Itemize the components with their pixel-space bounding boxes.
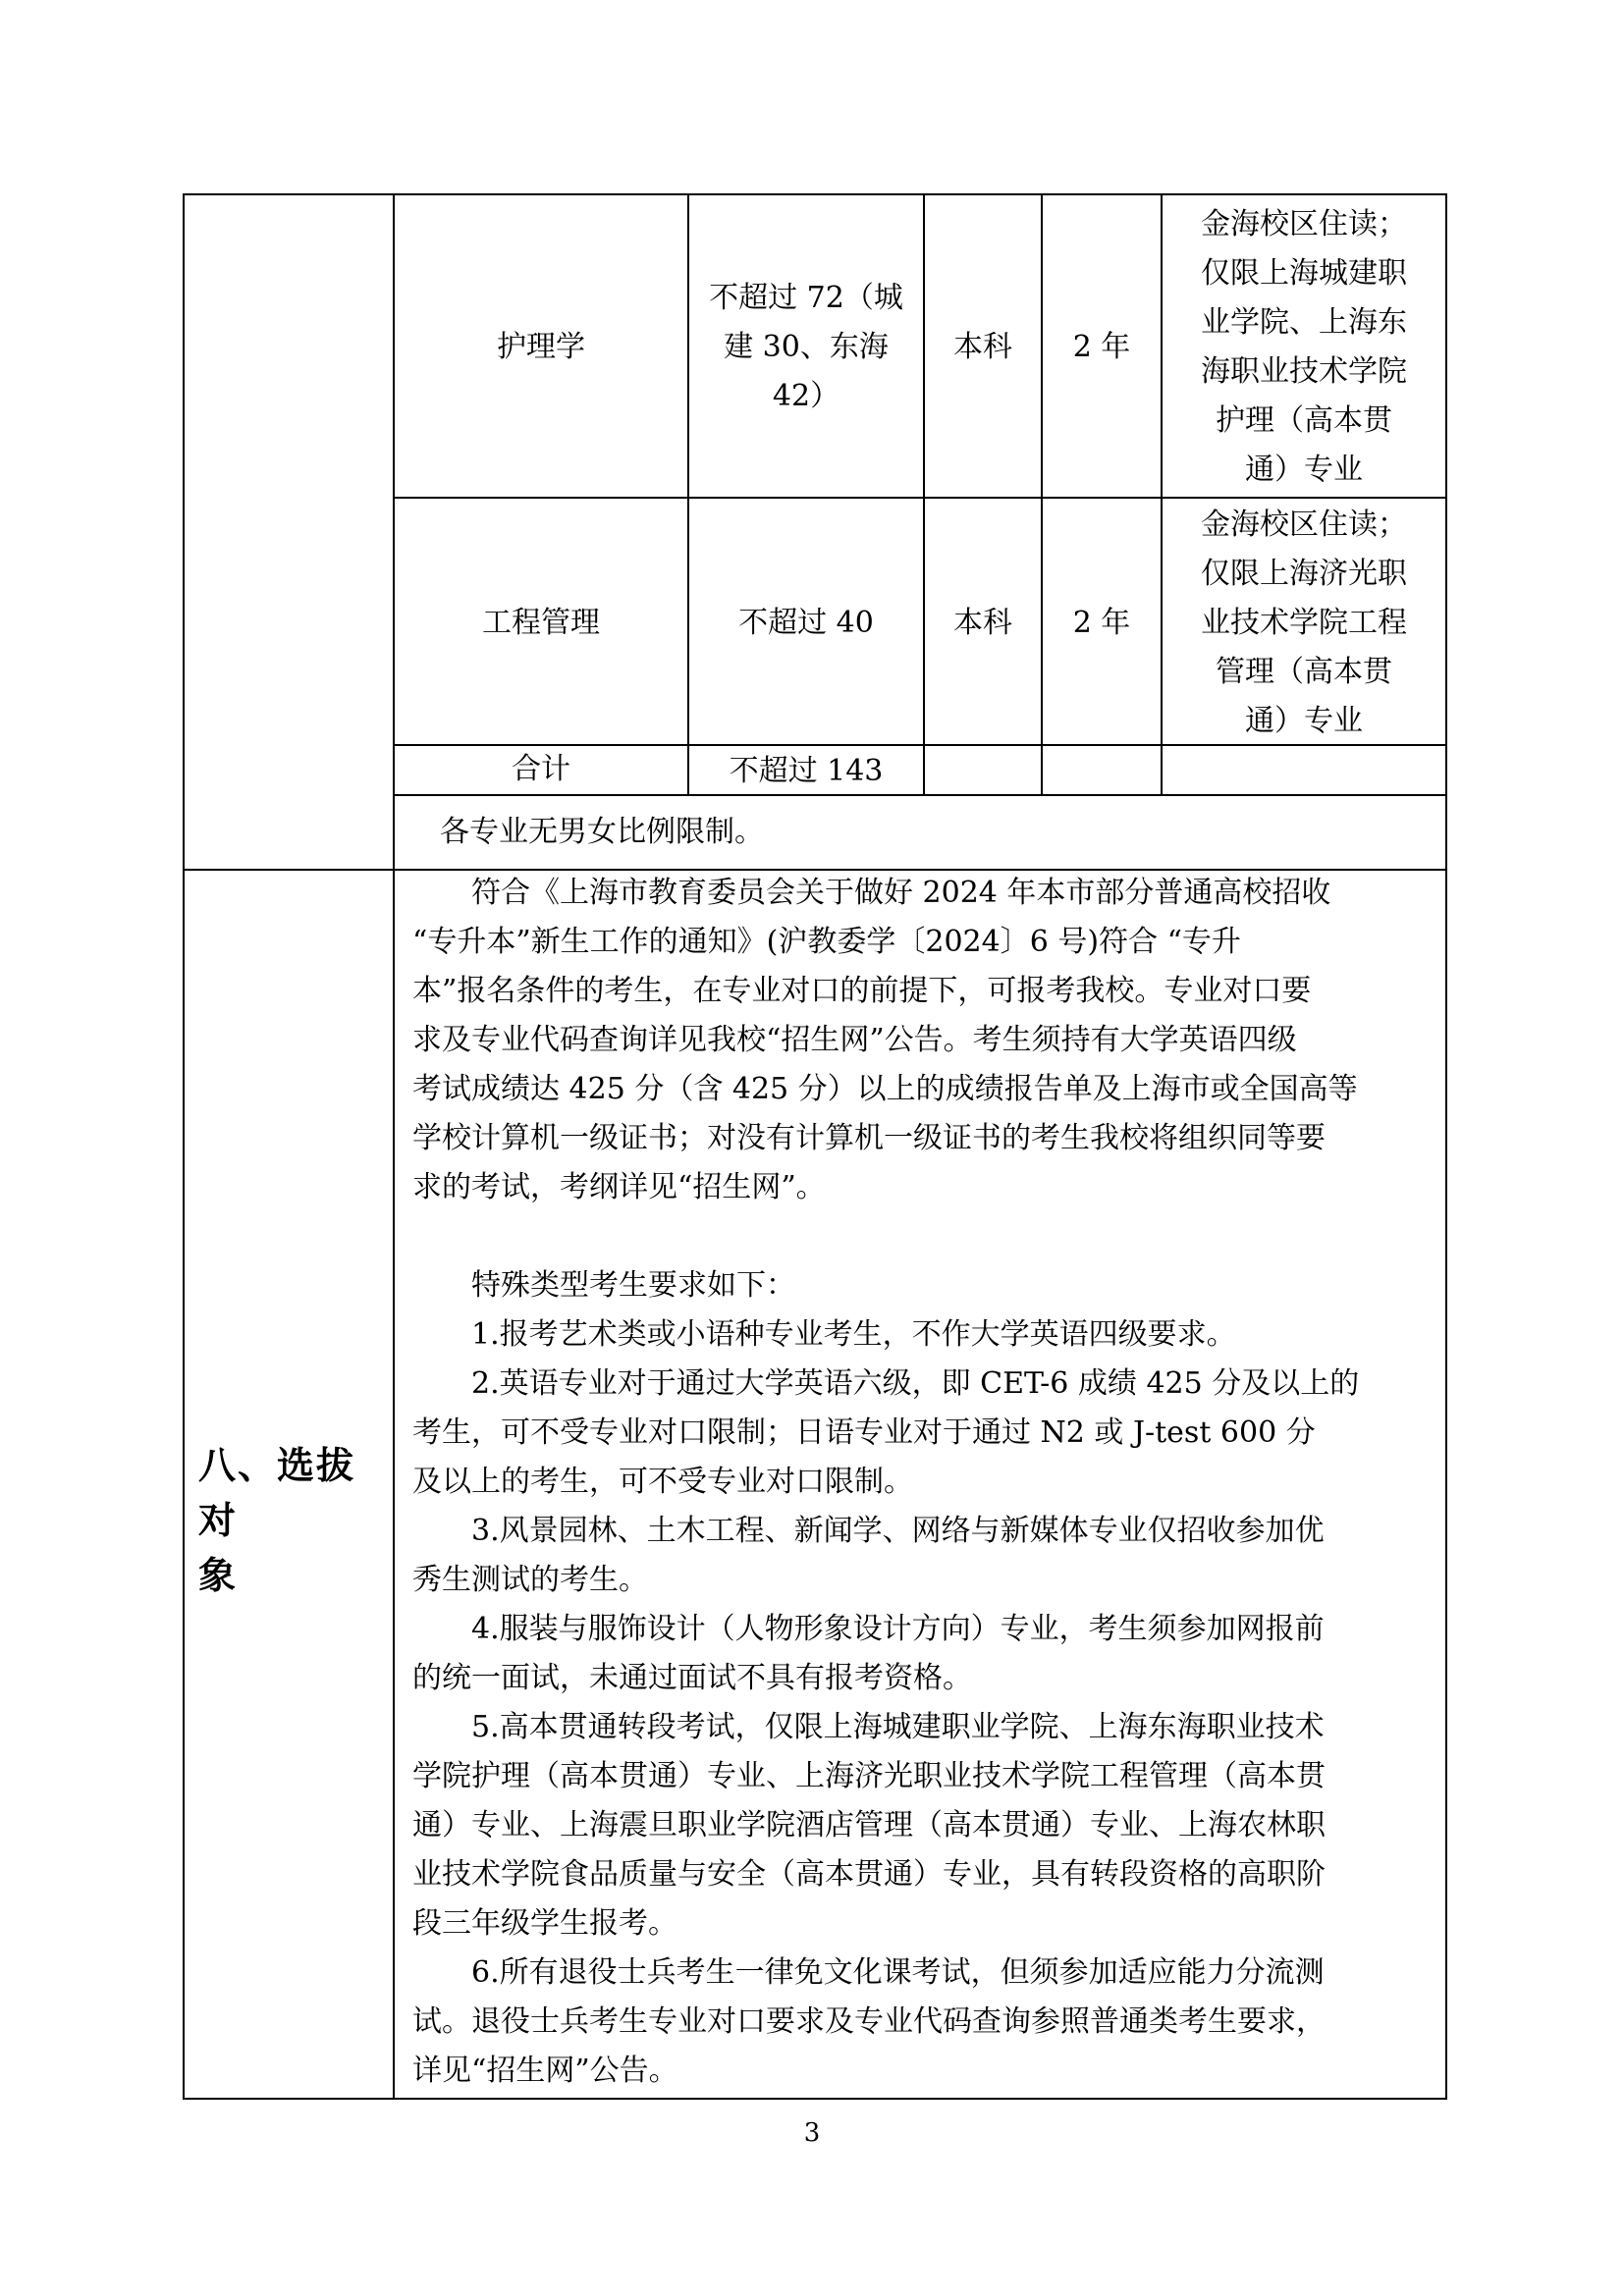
paragraph: 5.高本贯通转段考试，仅限上海城建职业学院、上海东海职业技术 学院护理（高本贯通）专业、上海济光职业技术学院工程管理（高本贯 通）专业、上海震旦职业学院酒店管理（高本贯通）专业、上海农林职 业技术学院食品质量与安全（高本贯通）专业，具有转段资格的高职阶 段三年级学生报考。 [412,1710,1326,1941]
note-line: 护理（高本贯 [1216,402,1392,438]
row-quota [689,195,923,499]
note-line: 业技术学院工程 [1201,606,1407,640]
total-value [689,746,923,797]
section-body [412,869,1434,2096]
section-title-line: 象 [198,1554,239,1597]
paragraph: 特殊类型考生要求如下： [471,1268,795,1303]
row-duration [1043,195,1161,499]
duration-text: 2 年 [1072,606,1131,640]
total-value-text: 不超过 143 [729,754,884,788]
note-line: 业学院、上海东 [1201,304,1407,340]
note-line: 管理（高本贯 [1216,655,1392,689]
row-note [1163,501,1445,746]
paragraph: 1.报考艺术类或小语种专业考生，不作大学英语四级要求。 [471,1317,1236,1352]
level-text: 本科 [953,329,1012,364]
note-line: 通）专业 [1245,452,1363,487]
row-note [1163,195,1445,499]
paragraph: 2.英语专业对于通过大学英语六级，即 CET-6 成绩 425 分及以上的 考生，可不受专业对口限制；日语专业对于通过 N2 或 J-test 600 分 及以上的考生，可不受专业对口限制。 [412,1366,1360,1499]
page-number: 3 [803,2118,821,2148]
level-text: 本科 [953,606,1012,640]
note-line: 金海校区住读； [1201,206,1407,241]
total-label-text: 合计 [512,752,570,786]
paragraph: 4.服装与服饰设计（人物形象设计方向）专业，考生须参加网报前 的统一面试，未通过面试不具有报考资格。 [412,1612,1325,1695]
paragraph: 6.所有退役士兵考生一律免文化课考试，但须参加适应能力分流测 试。退役士兵考生专业对口要求及专业代码查询参照普通类考生要求， 详见“招生网”公告。 [412,1955,1326,2088]
row-quota [689,501,923,746]
paragraph: 符合《上海市教育委员会关于做好 2024 年本市部分普通高校招收 “专升本”新生工作的通知》(沪教委学〔2024〕6 号)符合 “专升 本”报名条件的考生，在专业对口的前提下，可报考我校。专业对口要 求及专业代码查询详见我校“招生网”公告。考生须持有大学英语四级 考试成绩达 425 分（含 425 分）以上的成绩报告单及上海市或全国高等 学校计算机一级证书；对没有计算机一级证书的考生我校将组织同等要 求的考试，考纲详见“招生网”。 [412,876,1358,1204]
row-level [925,501,1041,746]
note-line: 金海校区住读； [1201,507,1407,542]
duration-text: 2 年 [1072,329,1131,364]
note-line: 仅限上海城建职 [1201,255,1407,291]
quota-line: 42） [772,378,840,413]
row-major [395,501,687,746]
total-label [395,744,687,795]
paragraph: 3.风景园林、土木工程、新闻学、网络与新媒体专业仅招收参加优 秀生测试的考生。 [412,1514,1325,1597]
row-major [395,195,687,499]
table-border-bottom [183,2098,1447,2100]
section-title-line: 八、选拔对 [198,1444,356,1542]
quota-line: 不超过 40 [738,606,874,640]
row-level [925,195,1041,499]
row-duration [1043,501,1161,746]
gender-ratio-note: 各专业无男女比例限制。 [440,815,764,849]
quota-line: 建 30、东海 [724,329,889,364]
note-line: 通）专业 [1245,704,1363,738]
table-border-left [183,193,185,2100]
major-name: 护理学 [497,329,585,364]
quota-line: 不超过 72（城 [709,280,903,315]
note-line: 海职业技术学院 [1201,353,1407,389]
major-name: 工程管理 [482,606,600,640]
table-border-right [1445,193,1447,2100]
note-line: 仅限上海济光职 [1201,557,1407,591]
